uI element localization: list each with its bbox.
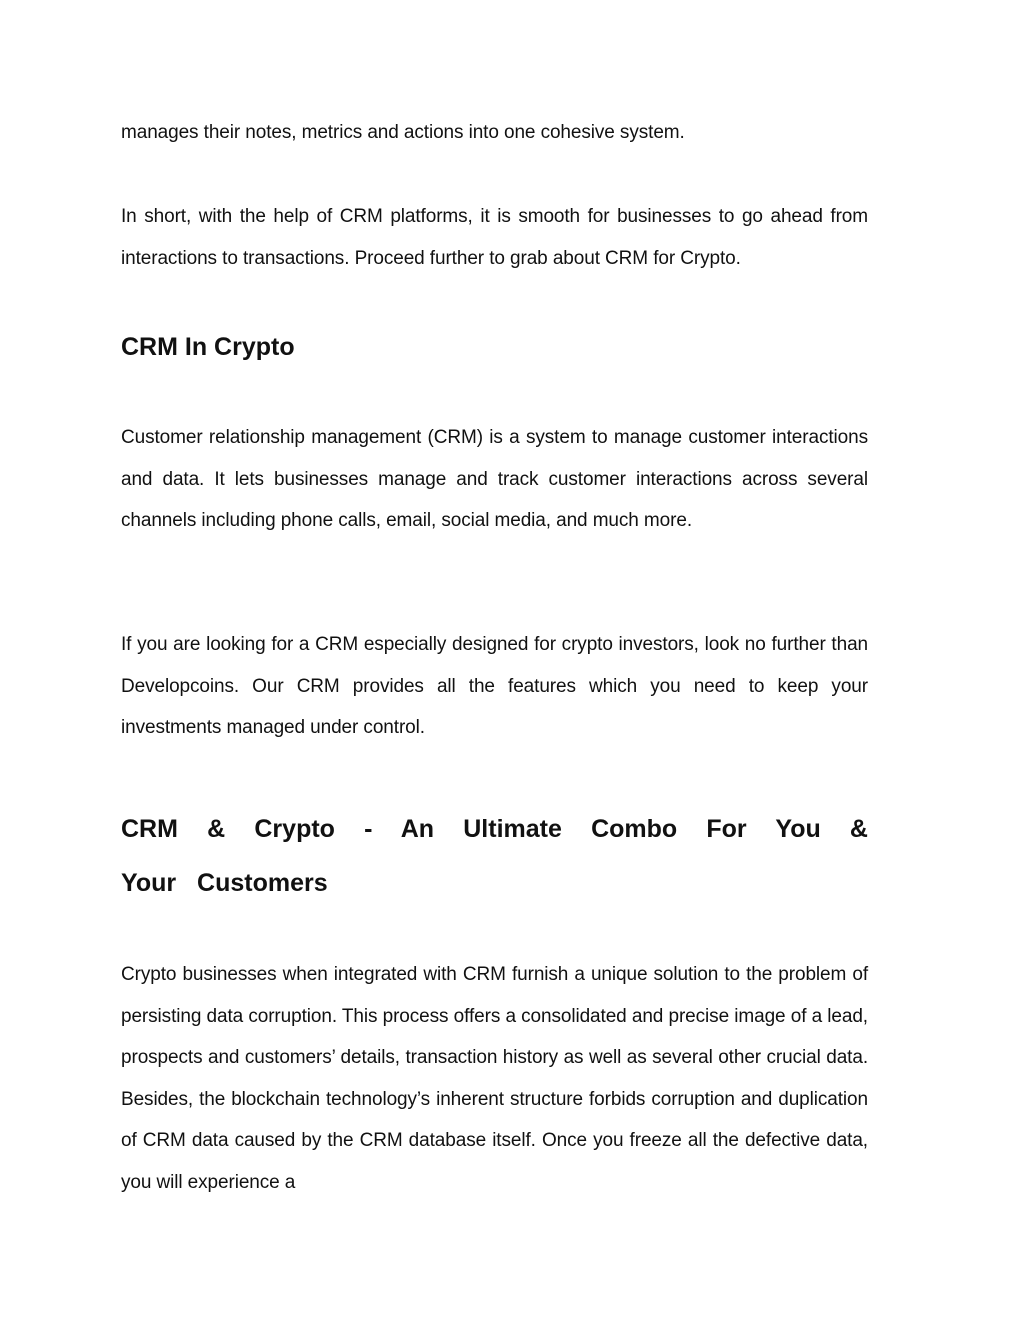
paragraph-developcoins: If you are looking for a CRM especially designed for crypto investors, look no further than Developcoins. Our CRM provides all the features which you need to keep your investments managed under control. <box>121 634 868 739</box>
heading-crm-in-crypto: CRM In Crypto <box>121 333 295 361</box>
heading-ultimate-combo: CRM & Crypto - An Ultimate Combo For You & Your Customers <box>121 815 868 897</box>
paragraph-crm-definition: Customer relationship management (CRM) is a system to manage customer interactions and data. It lets businesses manage and track customer interactions across several channels including phone calls, email, social media, and much more. <box>121 427 868 532</box>
paragraph-intro: manages their notes, metrics and actions into one cohesive system. <box>121 122 685 143</box>
paragraph-in-short: In short, with the help of CRM platforms, it is smooth for businesses to go ahead from interactions to transactions. Proceed further to grab about CRM for Crypto. <box>121 206 868 269</box>
paragraph-crypto-businesses: Crypto businesses when integrated with CRM furnish a unique solution to the problem of persisting data corruption. This process offers a consolidated and precise image of a lead, prospects and customers’ details, transaction history as well as several other crucial data. Besides, the blockchain technology’s inherent structure forbids corruption and duplication of CRM data caused by the CRM database itself. Once you freeze all the defective data, you will experience a <box>121 964 868 1193</box>
